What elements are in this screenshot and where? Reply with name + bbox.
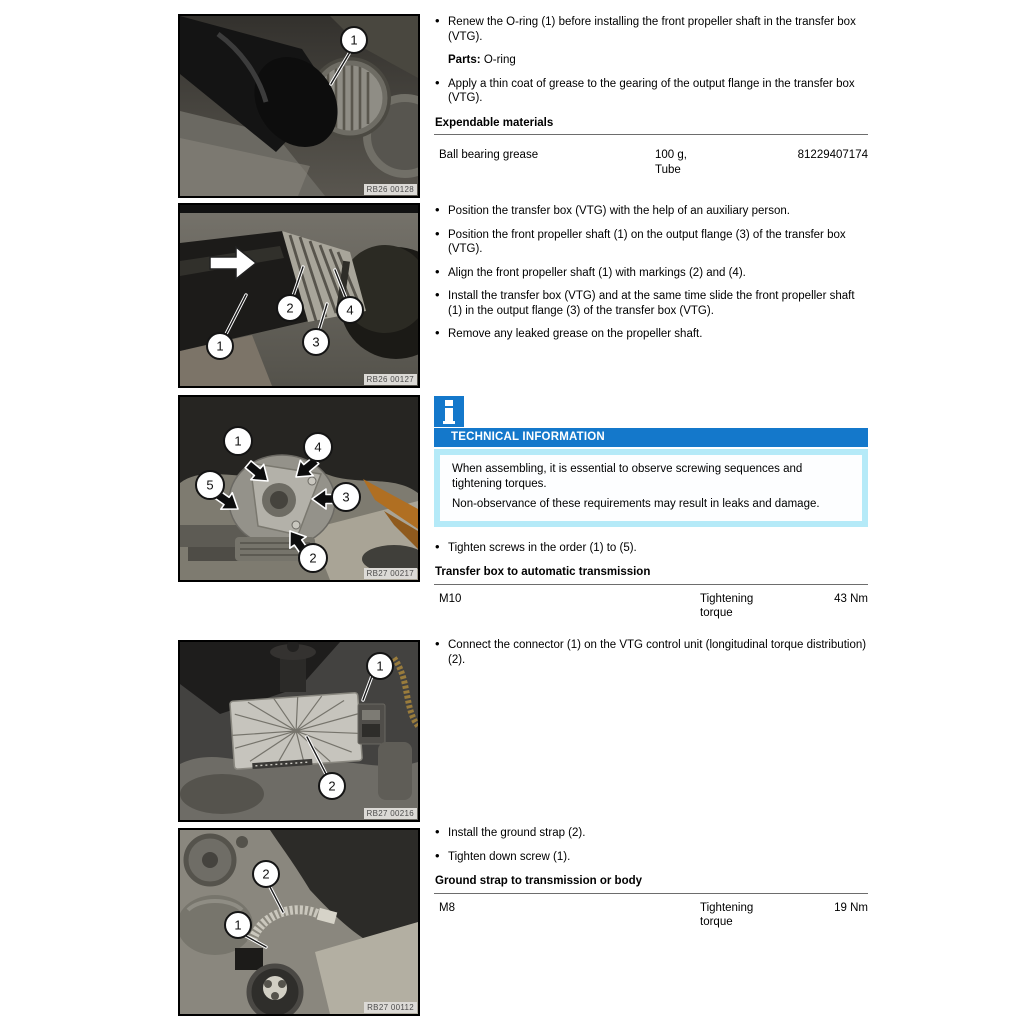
torque-thread: M10 <box>439 592 462 605</box>
mount-hole <box>278 980 286 988</box>
connector-slot <box>362 710 380 720</box>
callout-number: 3 <box>312 334 320 350</box>
photo-scene-screw-sequence <box>180 397 418 580</box>
callout-number: 1 <box>234 917 242 933</box>
callout-number: 1 <box>376 658 384 674</box>
dark-top-band <box>180 205 418 213</box>
torque-label-line1: Tightening <box>700 592 754 605</box>
instruction-bullet: • Renew the O-ring (1) before installing the front propeller shaft in the transfer box (VTG). <box>434 15 868 44</box>
info-text: When assembling, it is essential to observe screwing sequences and tightening torques. <box>452 463 803 490</box>
black-bracket <box>235 948 263 970</box>
callout-number: 2 <box>286 300 294 316</box>
divider-rule <box>434 893 868 894</box>
section-position-transfer-box <box>434 204 868 351</box>
instruction-bullet: • Remove any leaked grease on the propeller shaft. <box>434 327 868 342</box>
materials-heading: Expendable materials <box>435 116 554 129</box>
instruction-bullet: • Install the transfer box (VTG) and at the same time slide the front propeller shaft (1) in the output flange (3) of the transfer box (VTG). <box>434 289 868 318</box>
flange-bore <box>202 852 218 868</box>
material-part-number: 81229407174 <box>797 149 868 161</box>
torque-label-line2: torque <box>700 916 733 928</box>
technical-information-box <box>434 449 868 527</box>
callout-number: 5 <box>206 477 214 493</box>
bolt <box>236 836 248 848</box>
bolt <box>308 477 316 485</box>
center-bore <box>270 491 288 509</box>
control-unit <box>230 693 363 771</box>
parts-value: O-ring <box>483 54 516 66</box>
photo-scene-control-unit <box>180 642 418 820</box>
instruction-bullet: • Apply a thin coat of grease to the gearing of the output flange in the transfer box (VTG). <box>434 77 868 106</box>
materials-table <box>434 148 868 177</box>
photo-code: RB27 00112 <box>364 1002 417 1013</box>
torque-value: 19 Nm <box>834 901 868 914</box>
divider-rule <box>434 584 868 585</box>
callout-number: 1 <box>234 433 242 449</box>
photo-scene-alignment <box>180 205 418 386</box>
torque-label <box>700 592 808 621</box>
instruction-bullet: • Connect the connector (1) on the VTG control unit (longitudinal torque distribution) (2). <box>434 638 868 667</box>
info-text: Non-observance of these requirements may result in leaks and damage. <box>452 498 820 510</box>
photo-front-propeller-shaft <box>178 14 420 198</box>
bolt <box>292 521 300 529</box>
section-ground-strap <box>434 826 868 930</box>
torque-label <box>700 901 808 930</box>
info-icon-dot <box>445 400 453 406</box>
instruction-bullet: • Position the front propeller shaft (1) on the output flange (3) of the transfer box (VTG). <box>434 228 868 257</box>
instruction-bullet: • Align the front propeller shaft (1) with markings (2) and (4). <box>434 266 868 281</box>
callout-number: 3 <box>342 489 350 505</box>
torque-value: 43 Nm <box>834 592 868 605</box>
torque-heading: Ground strap to transmission or body <box>435 875 643 887</box>
mount-hole <box>264 980 272 988</box>
material-quantity <box>655 148 795 177</box>
callout-number: 4 <box>314 439 322 455</box>
info-icon <box>434 396 464 427</box>
section-connector <box>434 638 868 676</box>
material-qty-line1: 100 g, <box>655 149 687 161</box>
callout-number: 1 <box>350 32 358 48</box>
callout-number: 1 <box>216 338 224 354</box>
instruction-bullet: • Tighten down screw (1). <box>434 850 868 865</box>
technical-information-banner: TECHNICAL INFORMATION <box>434 428 868 447</box>
material-name: Ball bearing grease <box>439 149 539 161</box>
connector-socket <box>362 724 380 737</box>
torque-table <box>434 901 868 930</box>
photo-scene-ground-strap <box>180 830 418 1014</box>
section-technical-information <box>434 396 868 621</box>
callout-number: 2 <box>262 866 270 882</box>
instruction-bullet: • Tighten screws in the order (1) to (5). <box>434 541 868 556</box>
callout-number: 2 <box>328 778 336 794</box>
callout-number: 2 <box>309 550 317 566</box>
cylinder-right <box>378 742 412 800</box>
photo-code: RB27 00216 <box>364 808 417 819</box>
section-oring <box>434 15 868 177</box>
photo-scene-propeller-shaft <box>180 16 418 196</box>
material-qty-line2: Tube <box>655 163 681 176</box>
torque-label-line1: Tightening <box>700 901 754 914</box>
instruction-bullet: • Install the ground strap (2). <box>434 826 868 841</box>
photo-transfer-box-screw-sequence <box>178 395 420 582</box>
instruction-bullet: • Position the transfer box (VTG) with the help of an auxiliary person. <box>434 204 868 219</box>
photo-vtg-control-unit <box>178 640 420 822</box>
photo-shaft-alignment-markings <box>178 203 420 388</box>
torque-label-line2: torque <box>700 607 733 619</box>
callout-number: 4 <box>346 302 354 318</box>
mount-hole <box>271 992 279 1000</box>
divider-rule <box>434 134 868 135</box>
torque-thread: M8 <box>439 901 455 914</box>
housing-shadow <box>180 774 264 814</box>
engine-mount <box>249 966 301 1014</box>
photo-code: RB26 00127 <box>364 374 417 385</box>
info-icon-foot <box>443 421 455 424</box>
photo-code: RB26 00128 <box>364 184 417 195</box>
parts-line <box>448 53 868 68</box>
info-icon-stem <box>445 408 453 421</box>
parts-label: Parts: <box>448 54 481 66</box>
photo-code: RB27 00217 <box>364 568 417 579</box>
torque-table <box>434 592 868 621</box>
torque-heading: Transfer box to automatic transmission <box>435 566 651 578</box>
photo-ground-strap <box>178 828 420 1016</box>
